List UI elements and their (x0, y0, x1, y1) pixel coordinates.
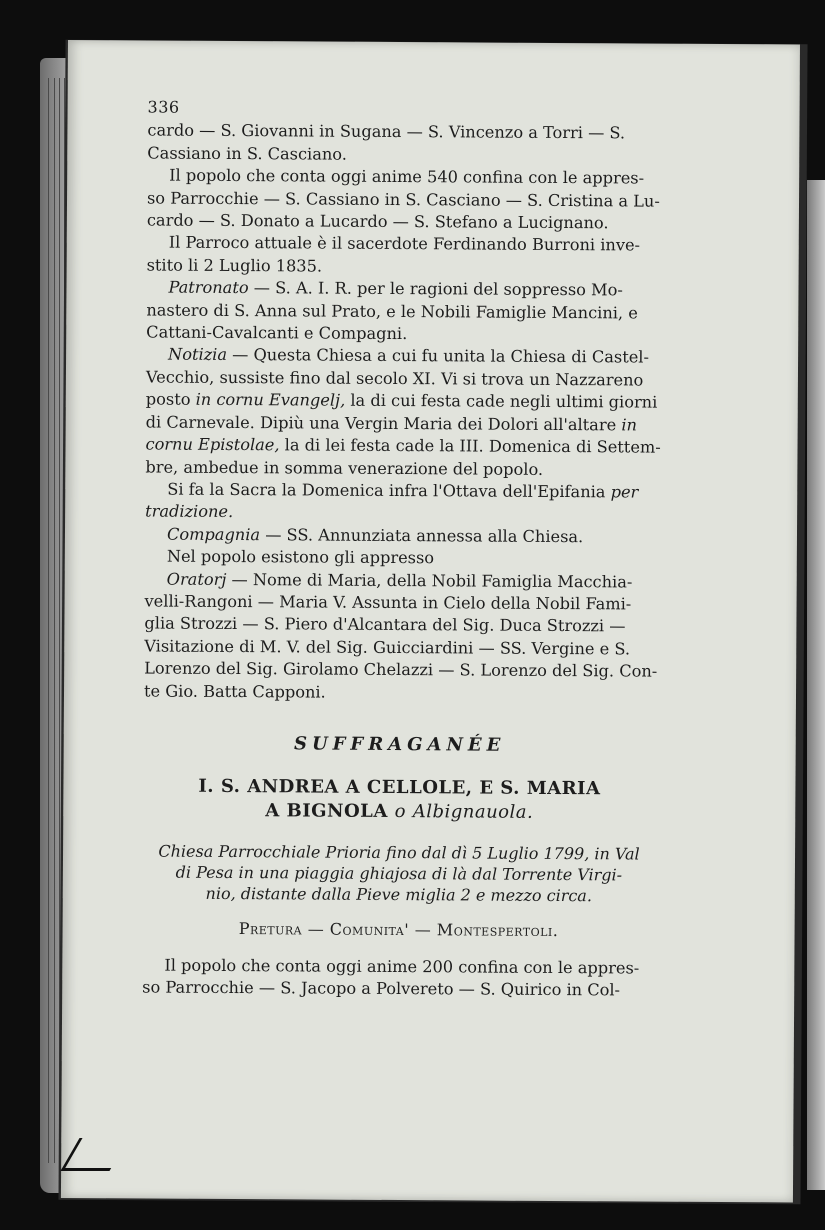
text-line: Visitazione di M. V. del Sig. Guicciardini — SS. Vergine e S. (144, 636, 631, 659)
text-line: cardo — S. Giovanni in Sugana — S. Vincenzo a Torri — S. (147, 120, 626, 143)
notizia-label: Notizia (168, 345, 228, 365)
church-subtitle: Chiesa Parrocchiale Prioria fino dal dì 5 Luglio 1799, in Val di Pesa in una piaggia ghiajosa di là dal Torrente Virgi- nio, distante dalla Pieve miglia 2 e mezzo circa. (158, 841, 640, 906)
text-line: Cattani-Cavalcanti e Compagni. (146, 322, 408, 344)
final-paragraph (142, 954, 654, 1002)
text-line: di Carnevale. Dipiù una Vergin Maria dei Dolori all'altare in (145, 412, 638, 435)
patronato-line: Patronato — S. A. I. R. per le ragioni del soppresso Mo- (168, 277, 623, 300)
next-page-sliver (807, 180, 825, 1190)
text-line: Lorenzo del Sig. Girolamo Chelazzi — S. Lorenzo del Sig. Con- (144, 658, 658, 681)
book-page (61, 40, 800, 1202)
text-line: Vecchio, sussiste fino dal secolo XI. Vi si trova un Nazzareno (145, 367, 644, 390)
text-line: so Parrocchie — S. Jacopo a Polvereto — S. Quirico in Col- (142, 977, 621, 1000)
text-line: cardo — S. Donato a Lucardo — S. Stefano a Lucignano. (146, 210, 609, 233)
text-line: Cassiano in S. Casciano. (147, 143, 347, 164)
text-line: Il popolo che conta oggi anime 200 confina con le appres- (164, 955, 640, 978)
text-line: te Gio. Batta Capponi. (143, 681, 326, 702)
text-line: nastero di S. Anna sul Prato, e le Nobili Famiglie Mancini, e (146, 300, 638, 323)
text-line: bre, ambedue in somma venerazione del popolo. (145, 456, 544, 479)
oratorj-line: Oratorj — Nome di Maria, della Nobil Famiglia Macchia- (166, 569, 633, 591)
text-line: Nel popolo esistono gli appresso (166, 546, 435, 568)
text-line: velli-Rangoni — Maria V. Assunta in Cielo della Nobil Fami- (144, 591, 632, 614)
text-line: stito li 2 Luglio 1835. (146, 255, 323, 276)
notizia-line: Notizia — Questa Chiesa a cui fu unita la Chiesa di Castel- (168, 345, 650, 368)
sacra-line: Si fa la Sacra la Domenica infra l'Ottava dell'Epifania per (167, 479, 639, 502)
text-line: so Parrocchie — S. Cassiano in S. Casciano — S. Cristina a Lu- (146, 188, 660, 211)
text-line: tradizione. (145, 501, 234, 522)
page-text (142, 96, 660, 1002)
page-number: 336 (147, 97, 180, 117)
text-line: Il popolo che conta oggi anime 540 confina con le appres- (169, 165, 645, 188)
text-line: cornu Epistolae, la di lei festa cade la III. Domenica di Settem- (145, 434, 661, 457)
text-line: glia Strozzi — S. Piero d'Alcantara del Sig. Duca Strozzi — (144, 613, 626, 636)
text-line: posto in cornu Evangelj, la di cui festa cade negli ultimi giorni (145, 389, 658, 412)
oratorj-label: Oratorj (166, 569, 227, 589)
patronato-label: Patronato (168, 277, 249, 298)
compagnia-label: Compagnia (166, 524, 261, 544)
section-title: SUFFRAGANÉE (293, 733, 506, 756)
church-heading: I. S. ANDREA A CELLOLE, E S. MARIA A BIGNOLA o Albignauola. (198, 776, 601, 824)
compagnia-line: Compagnia — SS. Annunziata annessa alla Chiesa. (166, 524, 584, 546)
text-line: Il Parroco attuale è il sacerdote Ferdinando Burroni inve- (168, 233, 641, 255)
administrative-line: Pretura — Comunita' — Montespertoli. (238, 919, 559, 941)
